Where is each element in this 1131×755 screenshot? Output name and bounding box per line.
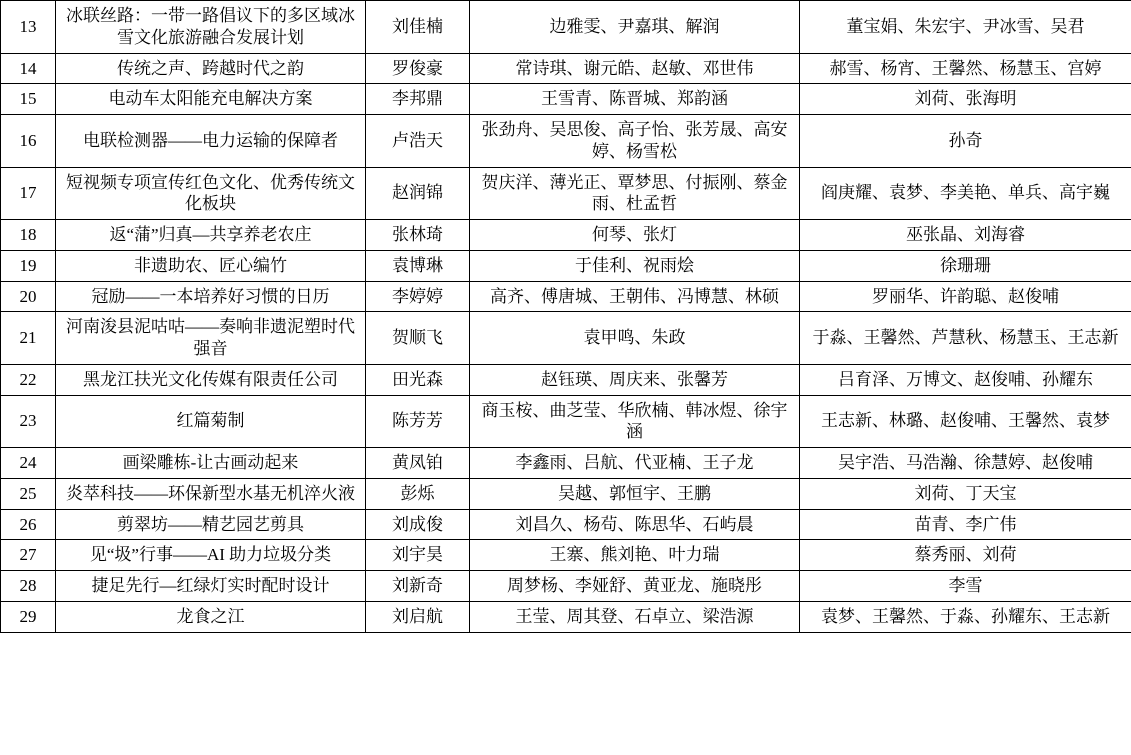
cell-title: 冰联丝路：一带一路倡议下的多区域冰雪文化旅游融合发展计划 <box>56 1 366 54</box>
table-row <box>1 364 1131 395</box>
table-row <box>1 84 1131 115</box>
cell-title: 非遗助农、匠心编竹 <box>56 250 366 281</box>
cell-title: 电动车太阳能充电解决方案 <box>56 84 366 115</box>
cell-members: 赵钰瑛、周庆来、张馨芳 <box>470 364 800 395</box>
cell-title: 冠励——一本培养好习惯的日历 <box>56 281 366 312</box>
cell-index: 24 <box>1 448 56 479</box>
cell-members: 高齐、傅唐城、王朝伟、冯博慧、林硕 <box>470 281 800 312</box>
table-row <box>1 53 1131 84</box>
cell-leader: 袁博琳 <box>366 250 470 281</box>
cell-members: 王雪青、陈晋城、郑韵涵 <box>470 84 800 115</box>
cell-leader: 刘佳楠 <box>366 1 470 54</box>
cell-leader: 张林琦 <box>366 220 470 251</box>
cell-title: 红篇菊制 <box>56 395 366 448</box>
table-row <box>1 250 1131 281</box>
cell-advisors: 王志新、林璐、赵俊哺、王馨然、袁梦 <box>800 395 1131 448</box>
cell-title: 炎萃科技——环保新型水基无机淬火液 <box>56 478 366 509</box>
table-row <box>1 571 1131 602</box>
cell-advisors: 巫张晶、刘海睿 <box>800 220 1131 251</box>
cell-advisors: 刘荷、张海明 <box>800 84 1131 115</box>
cell-title: 短视频专项宣传红色文化、优秀传统文化板块 <box>56 167 366 220</box>
cell-title: 捷足先行—红绿灯实时配时设计 <box>56 571 366 602</box>
cell-title: 画梁雕栋-让古画动起来 <box>56 448 366 479</box>
cell-advisors: 罗丽华、许韵聪、赵俊哺 <box>800 281 1131 312</box>
cell-title: 河南浚县泥咕咕——奏响非遗泥塑时代强音 <box>56 312 366 365</box>
cell-leader: 贺顺飞 <box>366 312 470 365</box>
cell-leader: 刘新奇 <box>366 571 470 602</box>
cell-leader: 赵润锦 <box>366 167 470 220</box>
cell-index: 17 <box>1 167 56 220</box>
cell-index: 28 <box>1 571 56 602</box>
cell-members: 贺庆洋、薄光正、覃梦思、付振刚、蔡金雨、杜孟哲 <box>470 167 800 220</box>
cell-title: 剪翠坊——精艺园艺剪具 <box>56 509 366 540</box>
table-row <box>1 540 1131 571</box>
cell-index: 23 <box>1 395 56 448</box>
table-row <box>1 448 1131 479</box>
cell-leader: 罗俊豪 <box>366 53 470 84</box>
cell-leader: 卢浩天 <box>366 115 470 168</box>
cell-title: 电联检测器——电力运输的保障者 <box>56 115 366 168</box>
cell-members: 边雅雯、尹嘉琪、解润 <box>470 1 800 54</box>
cell-leader: 刘成俊 <box>366 509 470 540</box>
cell-advisors: 吴宇浩、马浩瀚、徐慧婷、赵俊哺 <box>800 448 1131 479</box>
cell-advisors: 刘荷、丁天宝 <box>800 478 1131 509</box>
table-row <box>1 395 1131 448</box>
cell-members: 周梦杨、李娅舒、黄亚龙、施晓彤 <box>470 571 800 602</box>
cell-members: 商玉桉、曲芝莹、华欣楠、韩冰煜、徐宇涵 <box>470 395 800 448</box>
cell-members: 吴越、郭恒宇、王鹏 <box>470 478 800 509</box>
table-row <box>1 167 1131 220</box>
cell-title: 传统之声、跨越时代之韵 <box>56 53 366 84</box>
cell-leader: 刘宇昊 <box>366 540 470 571</box>
projects-table-body <box>1 1 1131 633</box>
cell-leader: 陈芳芳 <box>366 395 470 448</box>
cell-leader: 彭烁 <box>366 478 470 509</box>
cell-members: 常诗琪、谢元皓、赵敏、邓世伟 <box>470 53 800 84</box>
cell-advisors: 董宝娟、朱宏宇、尹冰雪、吴君 <box>800 1 1131 54</box>
cell-members: 于佳利、祝雨烩 <box>470 250 800 281</box>
cell-advisors: 蔡秀丽、刘荷 <box>800 540 1131 571</box>
cell-advisors: 徐珊珊 <box>800 250 1131 281</box>
table-row <box>1 115 1131 168</box>
cell-index: 27 <box>1 540 56 571</box>
cell-index: 15 <box>1 84 56 115</box>
cell-index: 25 <box>1 478 56 509</box>
table-row <box>1 281 1131 312</box>
cell-members: 李鑫雨、吕航、代亚楠、王子龙 <box>470 448 800 479</box>
cell-advisors: 郝雪、杨宵、王馨然、杨慧玉、宫婷 <box>800 53 1131 84</box>
cell-index: 19 <box>1 250 56 281</box>
cell-advisors: 孙奇 <box>800 115 1131 168</box>
cell-index: 13 <box>1 1 56 54</box>
cell-advisors: 袁梦、王馨然、于淼、孙耀东、王志新 <box>800 601 1131 632</box>
table-row <box>1 601 1131 632</box>
cell-index: 29 <box>1 601 56 632</box>
cell-advisors: 李雪 <box>800 571 1131 602</box>
cell-members: 袁甲鸣、朱政 <box>470 312 800 365</box>
cell-advisors: 苗青、李广伟 <box>800 509 1131 540</box>
cell-members: 刘昌久、杨茍、陈思华、石屿晨 <box>470 509 800 540</box>
cell-index: 20 <box>1 281 56 312</box>
cell-advisors: 吕育泽、万博文、赵俊哺、孙耀东 <box>800 364 1131 395</box>
cell-leader: 刘启航 <box>366 601 470 632</box>
cell-advisors: 阎庚耀、袁梦、李美艳、单兵、高宇巍 <box>800 167 1131 220</box>
cell-members: 王莹、周其登、石卓立、梁浩源 <box>470 601 800 632</box>
cell-leader: 李邦鼎 <box>366 84 470 115</box>
cell-title: 返“蒲”归真—共享养老农庄 <box>56 220 366 251</box>
cell-leader: 田光森 <box>366 364 470 395</box>
cell-members: 王寨、熊刘艳、叶力瑞 <box>470 540 800 571</box>
cell-index: 26 <box>1 509 56 540</box>
cell-index: 21 <box>1 312 56 365</box>
cell-index: 14 <box>1 53 56 84</box>
cell-members: 张劲舟、吴思俊、高子怡、张芳晟、高安婷、杨雪松 <box>470 115 800 168</box>
table-row <box>1 220 1131 251</box>
cell-index: 16 <box>1 115 56 168</box>
cell-members: 何琴、张灯 <box>470 220 800 251</box>
cell-index: 18 <box>1 220 56 251</box>
table-row <box>1 1 1131 54</box>
table-row <box>1 478 1131 509</box>
cell-title: 黑龙江扶光文化传媒有限责任公司 <box>56 364 366 395</box>
cell-title: 龙食之江 <box>56 601 366 632</box>
cell-leader: 黄凤铂 <box>366 448 470 479</box>
cell-index: 22 <box>1 364 56 395</box>
cell-advisors: 于淼、王馨然、芦慧秋、杨慧玉、王志新 <box>800 312 1131 365</box>
cell-title: 见“圾”行事——AI 助力垃圾分类 <box>56 540 366 571</box>
table-row <box>1 509 1131 540</box>
table-row <box>1 312 1131 365</box>
cell-leader: 李婷婷 <box>366 281 470 312</box>
